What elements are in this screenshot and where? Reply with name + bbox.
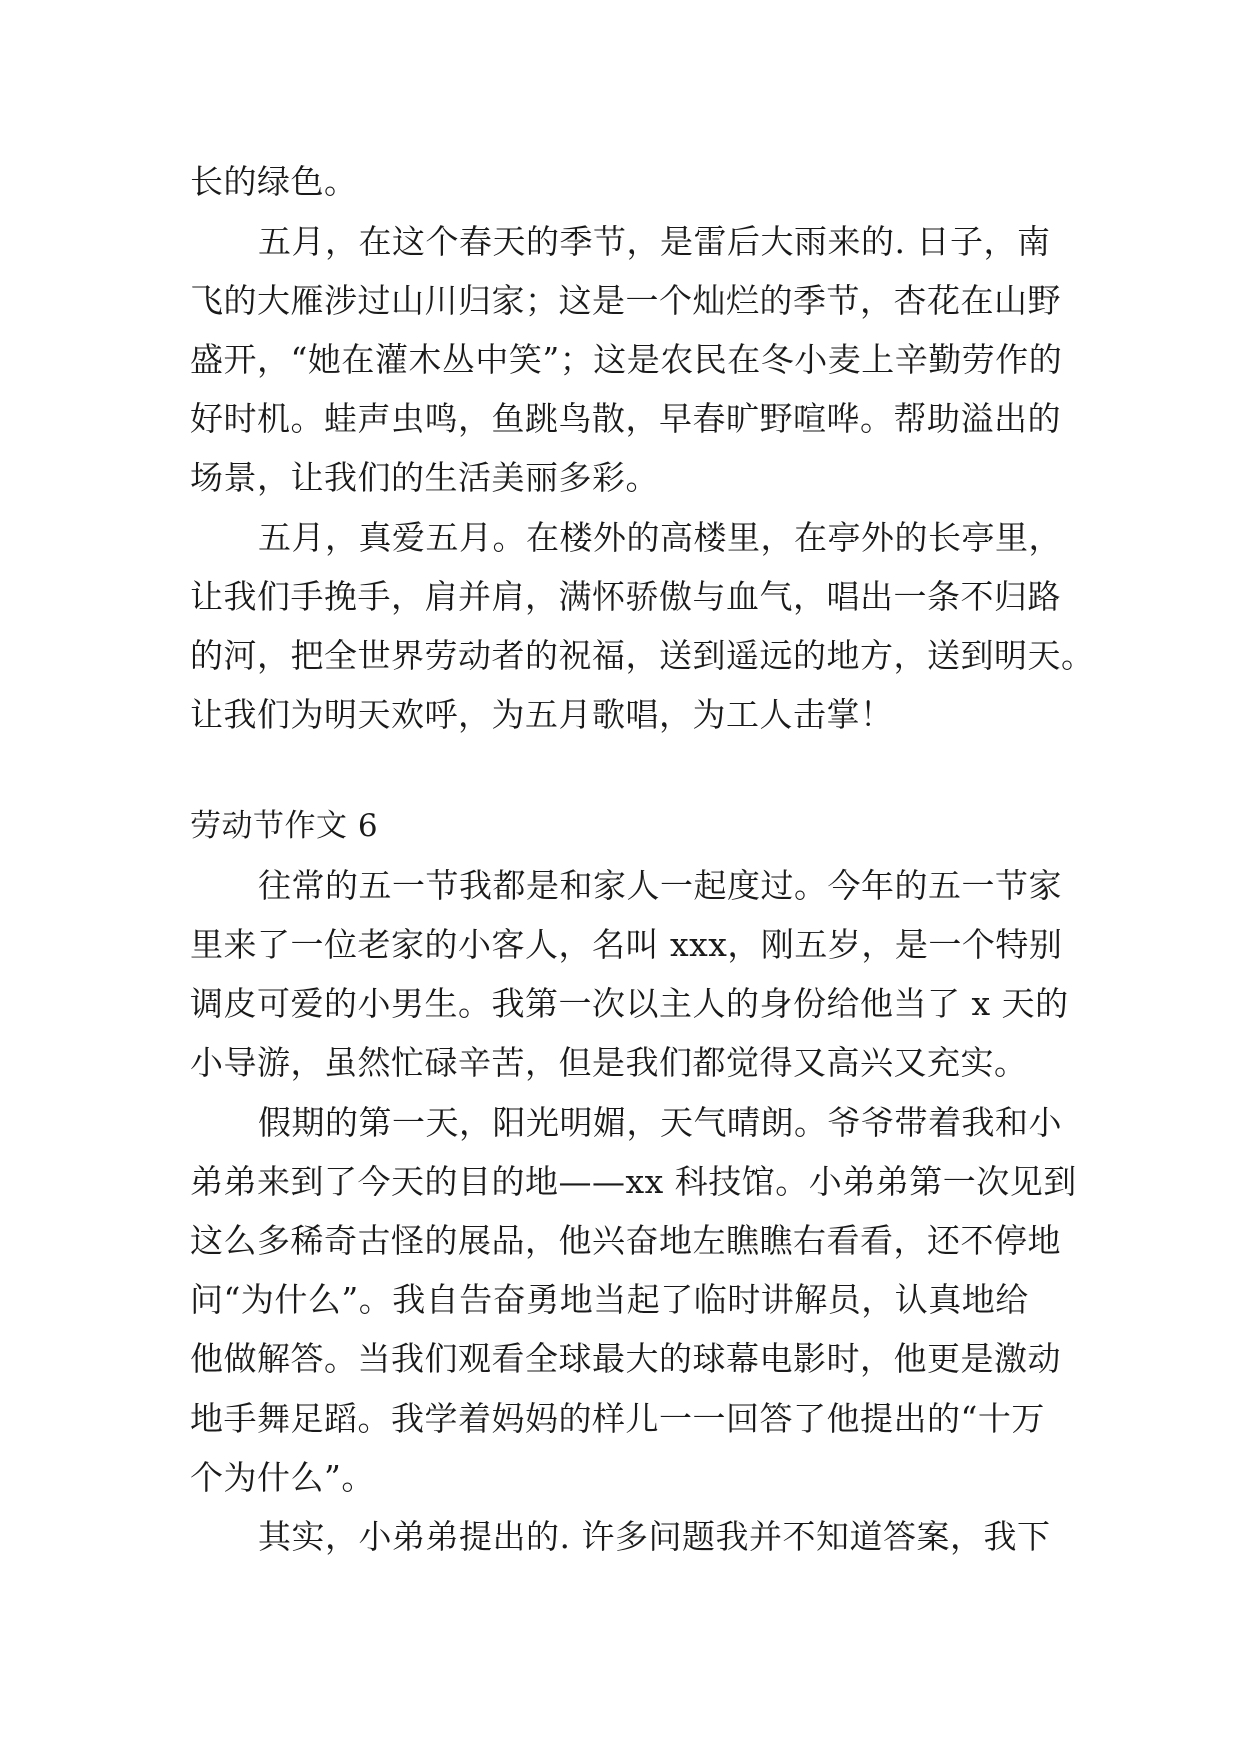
paragraph-first-line: 其实，小弟弟提出的. 许多问题我并不知道答案，我下 — [258, 1517, 1051, 1556]
section-heading: 劳动节作文 6 — [190, 808, 379, 844]
text-line: 个为什么”。 — [190, 1458, 375, 1497]
text-line: 弟弟来到了今天的目的地——xx 科技馆。小弟弟第一次见到 — [190, 1162, 1077, 1201]
text-line: 好时机。蛙声虫鸣，鱼跳鸟散，早春旷野喧哗。帮助溢出的 — [190, 399, 1061, 438]
text-line: 飞的大雁涉过山川归家；这是一个灿烂的季节，杏花在山野 — [190, 281, 1061, 320]
paragraph-first-line: 假期的第一天，阳光明媚，天气晴朗。爷爷带着我和小 — [258, 1103, 1062, 1142]
text-line: 的河，把全世界劳动者的祝福，送到遥远的地方，送到明天。 — [190, 636, 1095, 675]
text-line: 里来了一位老家的小客人，名叫 xxx，刚五岁，是一个特别 — [190, 925, 1063, 964]
text-line: 他做解答。当我们观看全球最大的球幕电影时，他更是激动 — [190, 1339, 1061, 1378]
text-line: 让我们手挽手，肩并肩，满怀骄傲与血气，唱出一条不归路 — [190, 577, 1061, 616]
text-line: 场景，让我们的生活美丽多彩。 — [190, 458, 659, 497]
paragraph-first-line: 往常的五一节我都是和家人一起度过。今年的五一节家 — [258, 866, 1062, 905]
paragraph-first-line: 五月，真爱五月。在楼外的高楼里，在亭外的长亭里， — [258, 518, 1062, 557]
text-line: 问“为什么”。我自告奋勇地当起了临时讲解员，认真地给 — [190, 1280, 1029, 1319]
text-line: 盛开，“她在灌木丛中笑”；这是农民在冬小麦上辛勤劳作的 — [190, 340, 1063, 379]
text-line: 长的绿色。 — [190, 162, 358, 201]
text-line: 这么多稀奇古怪的展品，他兴奋地左瞧瞧右看看，还不停地 — [190, 1221, 1061, 1260]
text-line: 让我们为明天欢呼，为五月歌唱，为工人击掌！ — [190, 695, 894, 734]
paragraph-first-line: 五月，在这个春天的季节，是雷后大雨来的. 日子，南 — [258, 222, 1051, 261]
text-line: 小导游，虽然忙碌辛苦，但是我们都觉得又高兴又充实。 — [190, 1043, 1028, 1082]
text-line: 调皮可爱的小男生。我第一次以主人的身份给他当了 x 天的 — [190, 984, 1069, 1023]
text-line: 地手舞足蹈。我学着妈妈的样儿一一回答了他提出的“十万 — [190, 1399, 1045, 1438]
